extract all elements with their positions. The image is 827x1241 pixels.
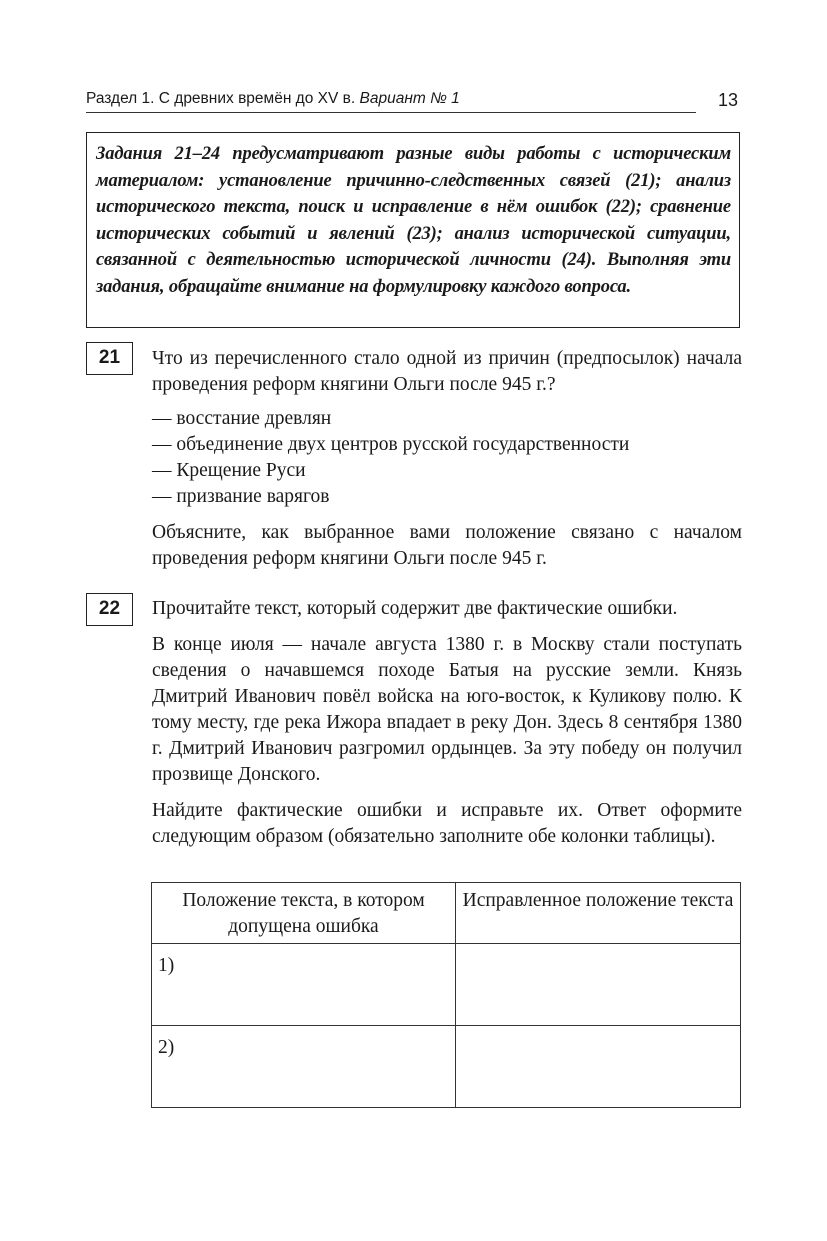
table-row [152, 944, 741, 1026]
list-item: — восстание древлян [152, 408, 332, 429]
table-cell[interactable]: 1) [152, 944, 456, 1026]
column-header: Положение текста, в котором допущена ошибка [152, 883, 456, 944]
table-cell[interactable] [456, 944, 741, 1026]
task-22-intro: Прочитайте текст, который содержит две фактические ошибки. [152, 598, 678, 619]
instructions-box [86, 132, 740, 328]
table-cell[interactable]: 2) [152, 1026, 456, 1108]
section-title: Раздел 1. С древних времён до XV в. [86, 90, 356, 107]
task-22-body [152, 596, 742, 850]
task-21-options [152, 406, 742, 510]
list-item: — призвание варягов [152, 486, 330, 507]
answer-table [151, 882, 741, 1108]
variant-label: Вариант № 1 [359, 90, 460, 107]
task-22-number: 22 [86, 593, 133, 626]
table-cell[interactable] [456, 1026, 741, 1108]
instructions-text: Задания 21–24 предусматривают разные виды работы с историческим материалом: установление причинно-следственных связей (21); анализ исторического текста, поиск и исправление в нём ошибок (22); сравнение исторических событий и явлений (23); анализ исторической ситуации, связанной с деятельностью исторической личности (24). Выполняя эти задания, обращайте внимание на формулировку каждого вопроса. [96, 144, 731, 297]
list-item: — объединение двух центров русской государственности [152, 434, 630, 455]
task-21-body [152, 346, 742, 572]
table-header-row [152, 883, 741, 944]
task-21-question: Что из перечисленного стало одной из причин (предпосылок) начала проведения реформ княгини Ольги после 945 г.? [152, 348, 742, 395]
table-row [152, 1026, 741, 1108]
task-21-number: 21 [86, 342, 133, 375]
task-22-instruction: Найдите фактические ошибки и исправьте их. Ответ оформите следующим образом (обязательно заполните обе колонки таблицы). [152, 800, 742, 847]
task-21-instruction: Объясните, как выбранное вами положение связано с началом проведения реформ княгини Ольги после 945 г. [152, 522, 742, 569]
column-header: Исправленное положение текста [456, 883, 741, 944]
page-number: 13 [718, 90, 739, 110]
list-item: — Крещение Руси [152, 460, 306, 481]
task-22-text: В конце июля — начале августа 1380 г. в Москву стали поступать сведения о начавшемся походе Батыя на русские земли. Князь Дмитрий Иванович повёл войска на юго-восток, к Куликову полю. К тому месту, где река Ижора впадает в реку Дон. Здесь 8 сентября 1380 г. Дмитрий Иванович разгромил ордынцев. За эту победу он получил прозвище Донского. [152, 634, 742, 785]
running-head [86, 88, 696, 113]
